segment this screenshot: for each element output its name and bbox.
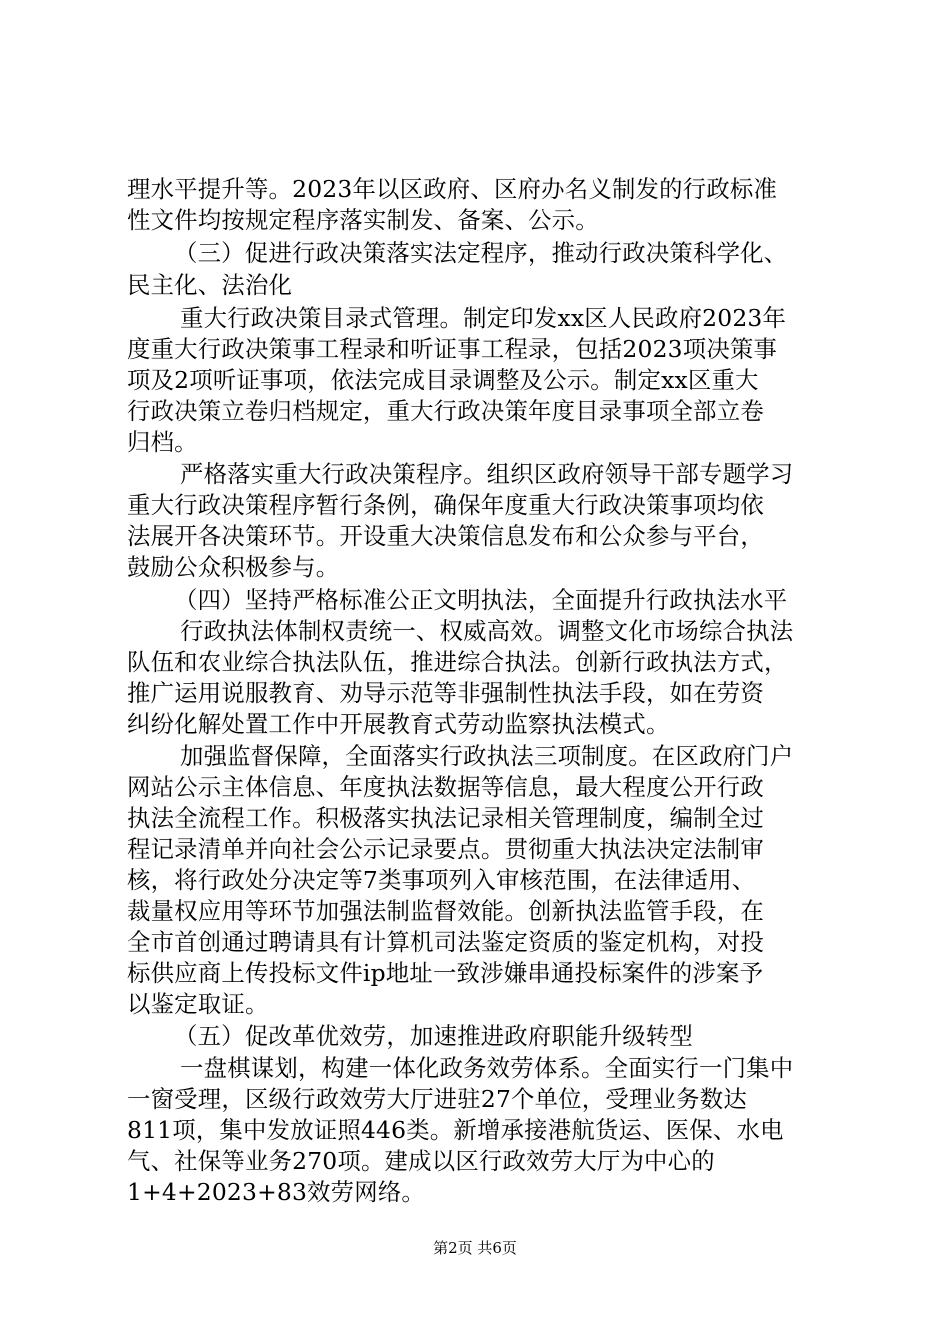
text-line: 1+4+2023+83效劳网络。 [127, 1178, 426, 1206]
text-line: 理水平提升等。2023年以区政府、区府办名义制发的行政标准 [127, 175, 778, 203]
page-number-footer: 第2页 共6页 [433, 1239, 517, 1257]
text-line: 法展开各决策环节。开设重大决策信息发布和公众参与平台， [127, 522, 764, 550]
text-line: 气、社保等业务270项。建成以区行政效劳大厅为中心的 [127, 1147, 715, 1175]
text-line: 性文件均按规定程序落实制发、备案、公示。 [127, 206, 599, 234]
text-line: 一窗受理，区级行政效劳大厅进驻27个单位，受理业务数达 [127, 1085, 747, 1113]
text-line: 程记录清单并向社会公示记录要点。贯彻重大执法决定法制审 [127, 835, 764, 863]
text-line: 严格落实重大行政决策程序。组织区政府领导干部专题学习 [180, 460, 794, 488]
text-line: 以鉴定取证。 [127, 990, 269, 1018]
text-line: 重大行政决策程序暂行条例，确保年度重大行政决策事项均依 [127, 491, 764, 519]
text-line: 标供应商上传投标文件ip地址一致涉嫌串通投标案件的涉案予 [127, 959, 764, 987]
text-line: 核，将行政处分决定等7类事项列入审核范围，在法律适用、 [127, 866, 756, 894]
text-line: 网站公示主体信息、年度执法数据等信息，最大程度公开行政 [127, 773, 764, 801]
text-line: 归档。 [127, 428, 198, 456]
section-heading-4: （四）坚持严格标准公正文明执法，全面提升行政执法水平 [174, 586, 788, 614]
text-line: 811项，集中发放证照446类。新增承接港航货运、医保、水电 [127, 1116, 784, 1144]
section-heading-3: （三）促进行政决策落实法定程序，推动行政决策科学化、 [174, 239, 788, 267]
text-line: 项及2项听证事项，依法完成目录调整及公示。制定xx区重大 [127, 366, 759, 394]
text-line: 行政执法体制权责统一、权威高效。调整文化市场综合执法 [180, 617, 794, 645]
text-line: 执法全流程工作。积极落实执法记录相关管理制度，编制全过 [127, 804, 764, 832]
text-line: 鼓励公众积极参与。 [127, 553, 340, 581]
text-line: 一盘棋谋划，构建一体化政务效劳体系。全面实行一门集中 [180, 1054, 794, 1082]
text-line: 裁量权应用等环节加强法制监督效能。创新执法监管手段，在 [127, 897, 764, 925]
text-line: 推广运用说服教育、劝导示范等非强制性执法手段，如在劳资 [127, 679, 764, 707]
text-line: 度重大行政决策事工程录和听证事工程录，包括2023项决策事 [127, 335, 778, 363]
text-line: 全市首创通过聘请具有计算机司法鉴定资质的鉴定机构，对投 [127, 928, 764, 956]
text-line: 队伍和农业综合执法队伍，推进综合执法。创新行政执法方式， [127, 648, 788, 676]
text-line: 重大行政决策目录式管理。制定印发xx区人民政府2023年 [180, 304, 787, 332]
text-line: 加强监督保障，全面落实行政执法三项制度。在区政府门户 [180, 742, 794, 770]
text-line: 行政决策立卷归档规定，重大行政决策年度目录事项全部立卷 [127, 397, 764, 425]
text-line: 纠纷化解处置工作中开展教育式劳动监察执法模式。 [127, 710, 670, 738]
section-heading-5: （五）促改革优效劳，加速推进政府职能升级转型 [174, 1022, 693, 1050]
section-heading-3-cont: 民主化、法治化 [127, 271, 293, 299]
